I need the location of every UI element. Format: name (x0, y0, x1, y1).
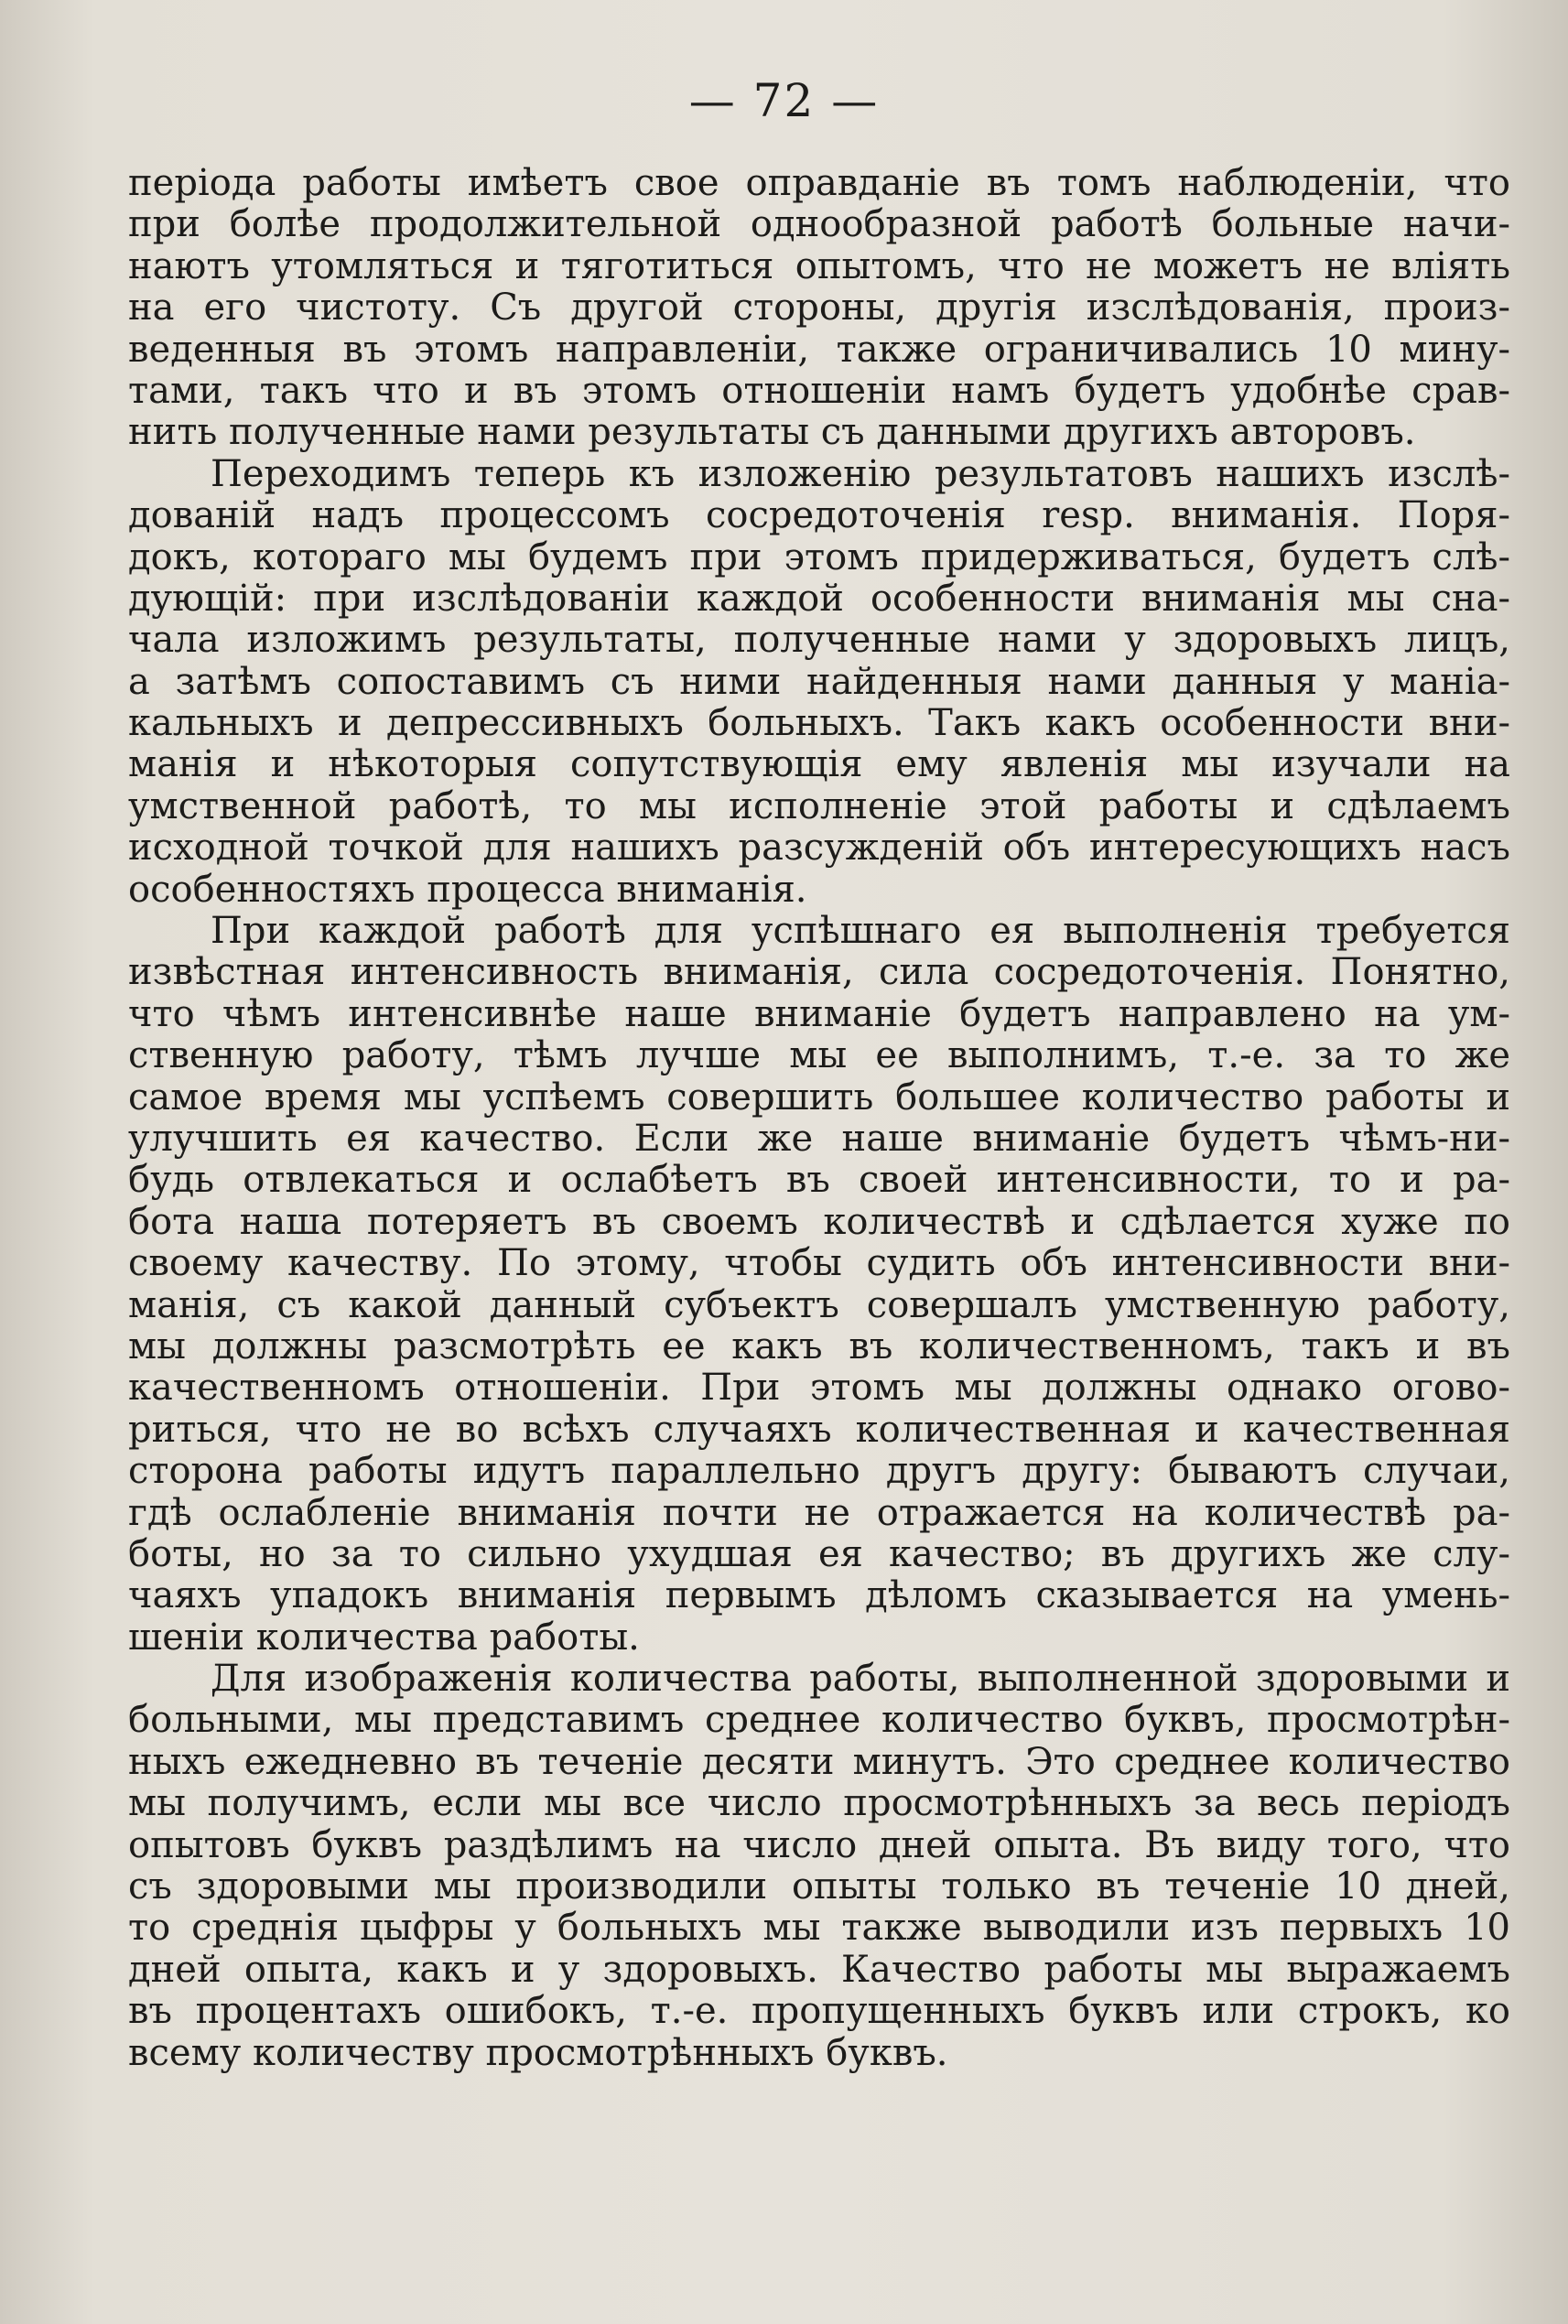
text-line: всему количеству просмотрѣнныхъ буквъ. (128, 2032, 948, 2074)
text-line: будь отвлекаться и ослабѣетъ въ своей интенсивности, то и ра- (128, 1160, 1510, 1202)
text-line: дованій надъ процессомъ сосредоточенія resp. вниманія. Поря- (128, 495, 1510, 537)
paragraph (128, 1659, 1510, 2074)
text-line: на его чистоту. Съ другой стороны, другія изслѣдованія, произ- (128, 287, 1510, 330)
text-line: что чѣмъ интенсивнѣе наше вниманіе будетъ направлено на ум- (128, 993, 1510, 1035)
text-line: Переходимъ теперь къ изложенію результатовъ нашихъ изслѣ- (211, 453, 1510, 495)
text-line: съ здоровыми мы производили опыты только въ теченіе 10 дней, (128, 1866, 1510, 1908)
text-line: чала изложимъ результаты, полученные нами у здоровыхъ лицъ, (128, 620, 1510, 662)
text-line: извѣстная интенсивность вниманія, сила сосредоточенія. Понятно, (128, 952, 1510, 994)
text-line: своему качеству. По этому, чтобы судить объ интенсивности вни- (128, 1243, 1510, 1285)
text-line: качественномъ отношеніи. При этомъ мы должны однако огово- (128, 1367, 1510, 1410)
text-line: то среднія цыфры у больныхъ мы также выводили изъ первыхъ 10 (128, 1908, 1510, 1950)
text-line: а затѣмъ сопоставимъ съ ними найденныя нами данныя у маніа- (128, 661, 1510, 703)
text-line: наютъ утомляться и тяготиться опытомъ, что не можетъ не вліять (128, 245, 1510, 287)
text-line: дней опыта, какъ и у здоровыхъ. Качество работы мы выражаемъ (128, 1949, 1510, 1991)
text-line: докъ, котораго мы будемъ при этомъ придерживаться, будетъ слѣ- (128, 536, 1510, 578)
text-line: манія и нѣкоторыя сопутствующія ему явленія мы изучали на (128, 744, 1510, 786)
text-line: риться, что не во всѣхъ случаяхъ количественная и качественная (128, 1409, 1510, 1451)
text-line: больными, мы представимъ среднее количество буквъ, просмотрѣн- (128, 1700, 1510, 1742)
text-line: умственной работѣ, то мы исполненіе этой работы и сдѣлаемъ (128, 785, 1510, 827)
text-line: при болѣе продолжительной однообразной работѣ больные начи- (128, 204, 1510, 246)
text-line: кальныхъ и депрессивныхъ больныхъ. Такъ какъ особенности вни- (128, 703, 1510, 745)
text-line: При каждой работѣ для успѣшнаго ея выполненія требуется (211, 911, 1510, 953)
text-line: улучшить ея качество. Если же наше вниманіе будетъ чѣмъ-ни- (128, 1118, 1510, 1160)
text-line: періода работы имѣетъ свое оправданіе въ томъ наблюденіи, что (128, 163, 1510, 204)
text-line: опытовъ буквъ раздѣлимъ на число дней опыта. Въ виду того, что (128, 1824, 1510, 1866)
text-line: гдѣ ослабленіе вниманія почти не отражается на количествѣ ра- (128, 1492, 1510, 1534)
text-line: тами, такъ что и въ этомъ отношеніи намъ будетъ удобнѣе срав- (128, 370, 1510, 412)
text-line: боты, но за то сильно ухудшая ея качество; въ другихъ же слу- (128, 1533, 1510, 1575)
text-line: чаяхъ упадокъ вниманія первымъ дѣломъ сказывается на умень- (128, 1575, 1510, 1617)
paragraph (128, 911, 1510, 1659)
paragraph (128, 163, 1510, 454)
text-line: шеніи количества работы. (128, 1616, 640, 1659)
text-line: ственную работу, тѣмъ лучше мы ее выполнимъ, т.-е. за то же (128, 1035, 1510, 1077)
text-line: манія, съ какой данный субъектъ совершалъ умственную работу, (128, 1284, 1510, 1326)
text-line: мы получимъ, если мы все число просмотрѣнныхъ за весь періодъ (128, 1783, 1510, 1825)
text-line: веденныя въ этомъ направленіи, также ограничивались 10 мину- (128, 329, 1510, 371)
text-line: нить полученные нами результаты съ данными другихъ авторовъ. (128, 412, 1416, 454)
text-line: самое время мы успѣемъ совершить большее количество работы и (128, 1076, 1510, 1119)
text-line: Для изображенія количества работы, выполненной здоровыми и (211, 1659, 1510, 1701)
text-line: бота наша потеряетъ въ своемъ количествѣ и сдѣлается хуже по (128, 1201, 1510, 1243)
text-line: ныхъ ежедневно въ теченіе десяти минутъ. Это среднее количество (128, 1741, 1510, 1783)
text-line: мы должны разсмотрѣть ее какъ въ количественномъ, такъ и въ (128, 1325, 1510, 1367)
text-line: особенностяхъ процесса вниманія. (128, 869, 807, 911)
page-text (128, 163, 1510, 2074)
text-line: исходной точкой для нашихъ разсужденій объ интересующихъ насъ (128, 827, 1510, 870)
text-line: дующій: при изслѣдованіи каждой особенности вниманія мы сна- (128, 578, 1510, 620)
paragraph (128, 454, 1510, 911)
page-number: — 72 — (688, 74, 880, 127)
text-line: въ процентахъ ошибокъ, т.-е. пропущенныхъ буквъ или строкъ, ко (128, 1991, 1510, 2033)
text-line: сторона работы идутъ параллельно другъ другу: бываютъ случаи, (128, 1451, 1510, 1493)
